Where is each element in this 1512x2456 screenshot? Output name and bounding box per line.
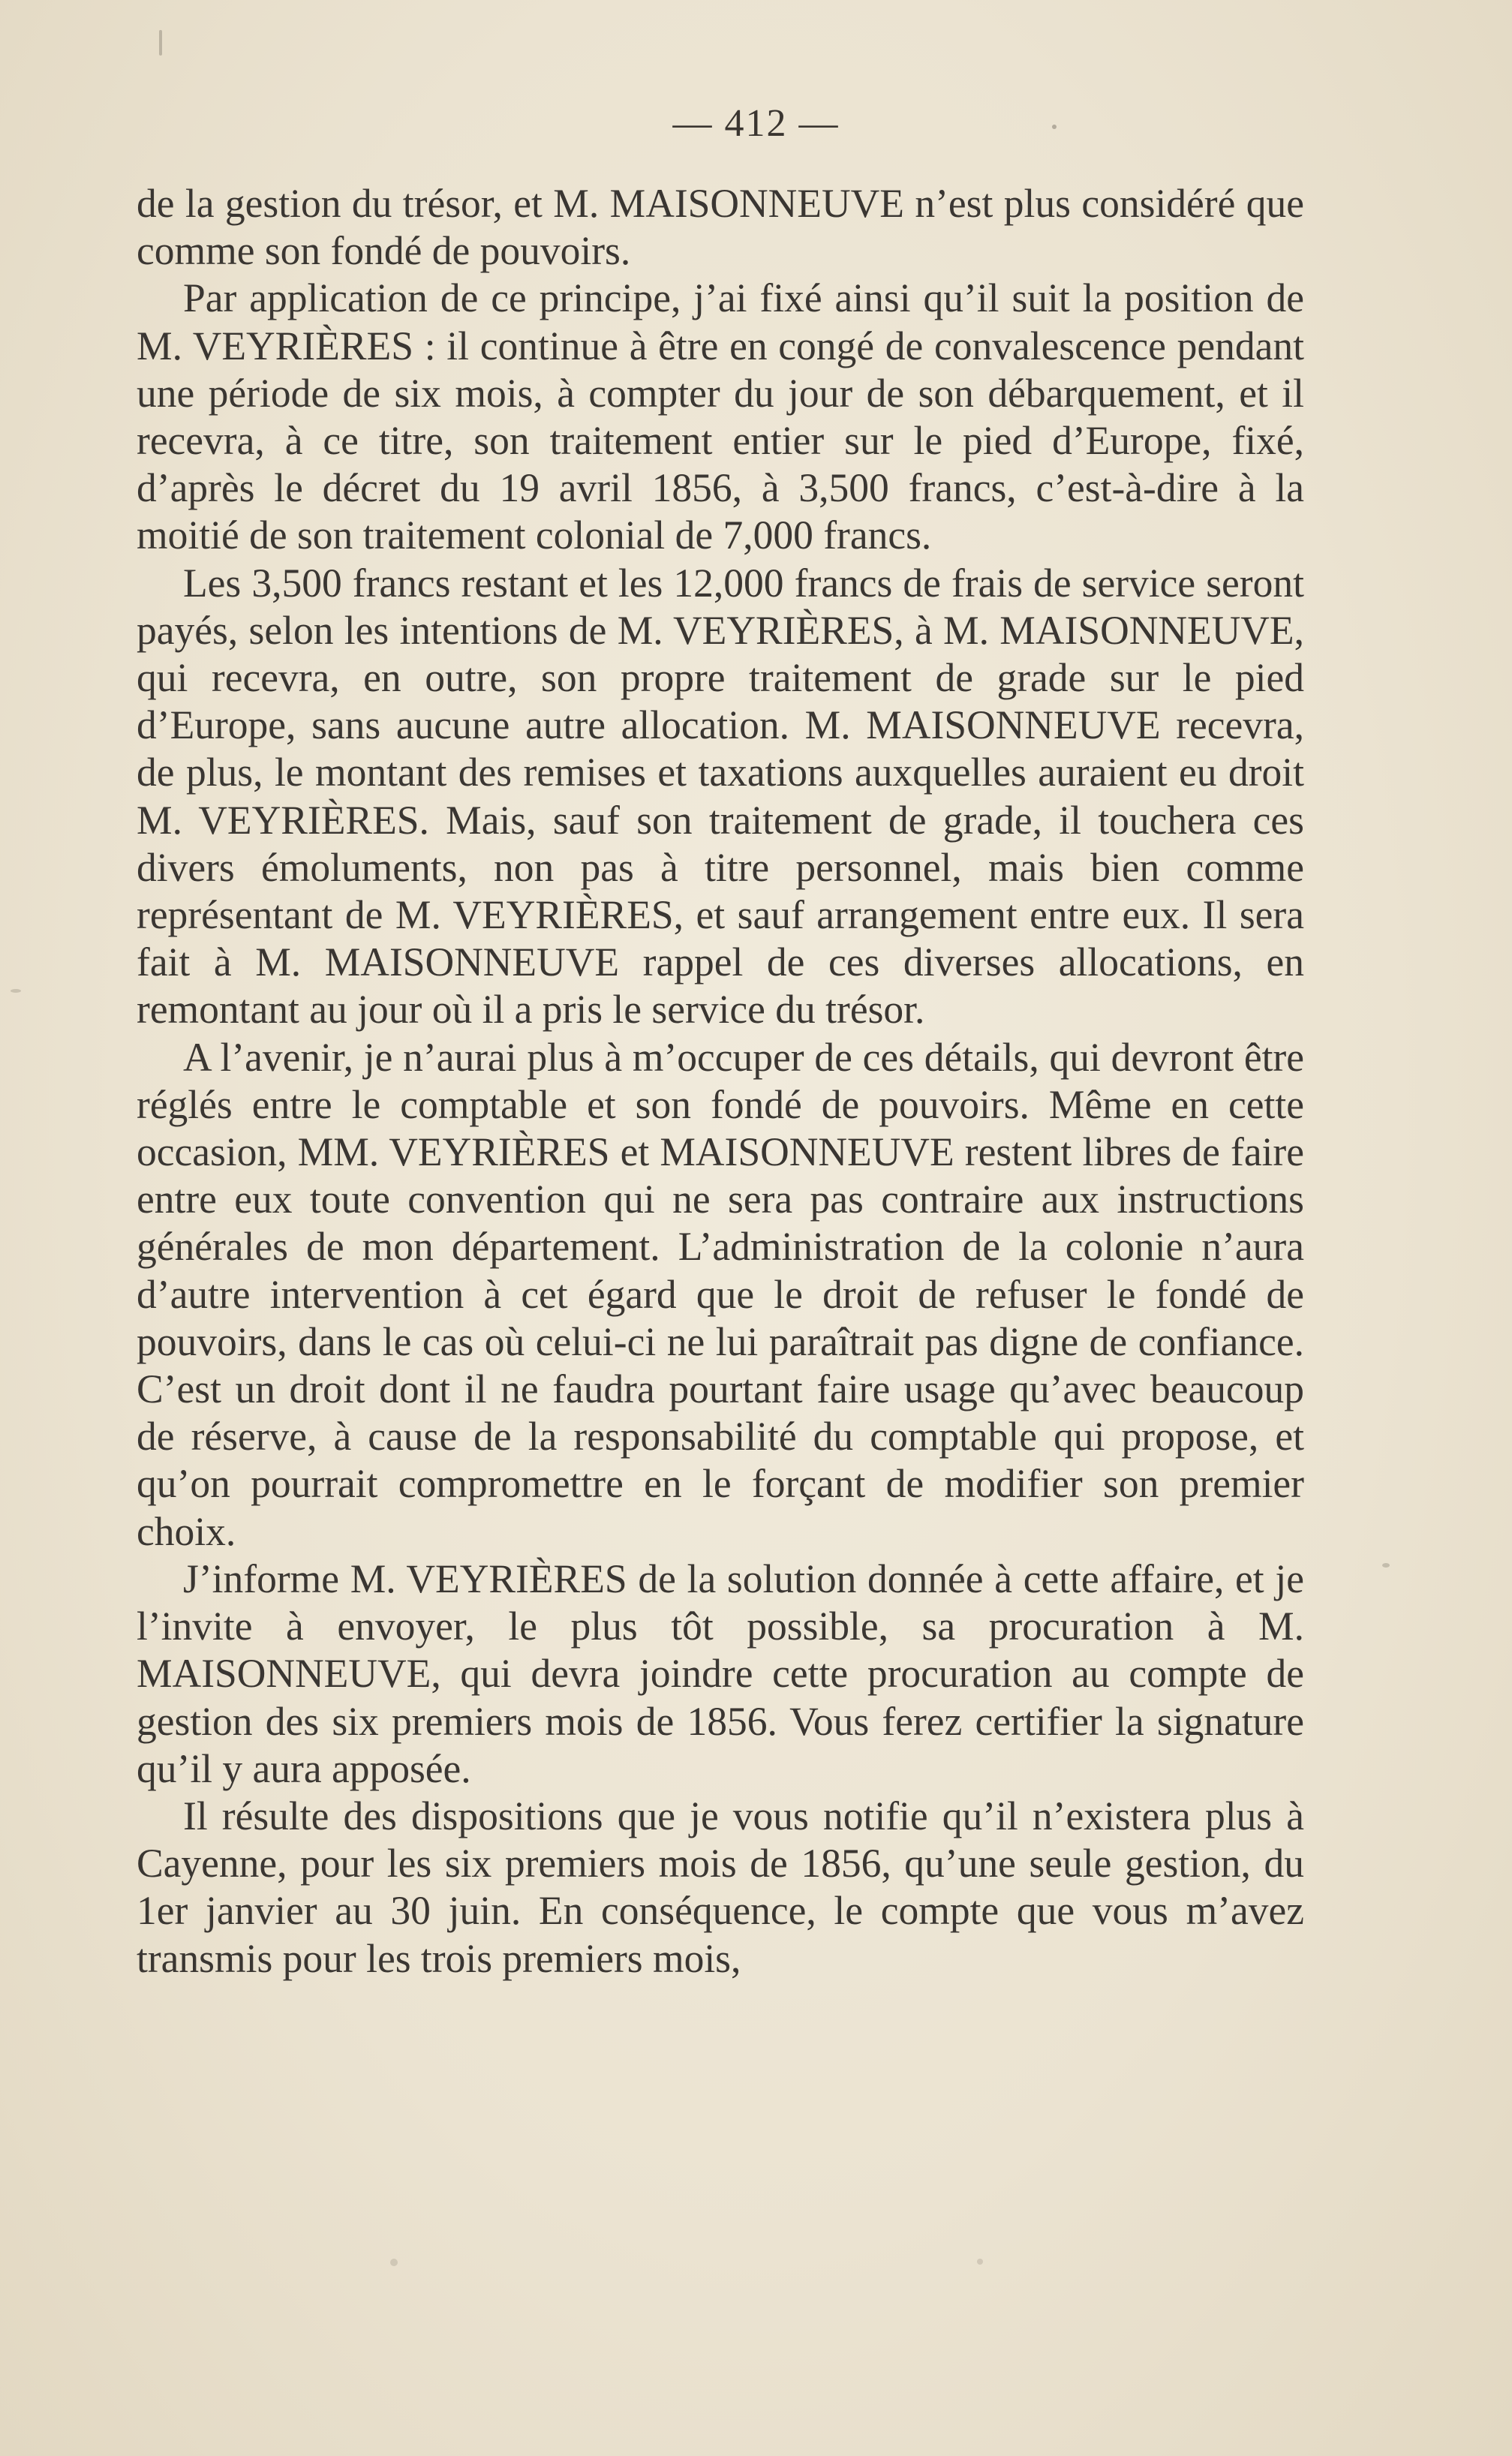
paper-speck: [1382, 1563, 1390, 1568]
paragraph-3: Les 3,500 francs restant et les 12,000 francs de frais de service seront payés, selon les intentions de M. VEYRIÈRES, à M. MAISONNEUVE, qui recevra, en outre, son propre traitement de grade sur le pied d’Europe, sans aucune autre allocation. M. MAISONNEUVE recevra, de plus, le montant des remises et taxations auxquelles auraient eu droit M. VEYRIÈRES. Mais, sauf son traitement de grade, il touchera ces divers émoluments, non pas à titre personnel, mais bien comme représentant de M. VEYRIÈRES, et sauf arrangement entre eux. Il sera fait à M. MAISONNEUVE rappel de ces diverses allocations, en remontant au jour où il a pris le service du trésor.: [137, 560, 1304, 1033]
paper-speck: [977, 2259, 983, 2265]
paragraph-5: J’informe M. VEYRIÈRES de la solution donnée à cette affaire, et je l’invite à envoyer, le plus tôt possible, sa procuration à M. MAISONNEUVE, qui devra joindre cette procuration au compte de gestion des six premiers mois de 1856. Vous ferez certifier la signature qu’il y aura apposée.: [137, 1556, 1304, 1791]
paper-speck: [159, 30, 162, 56]
paper-speck: [390, 2259, 398, 2266]
paragraph-4: A l’avenir, je n’aurai plus à m’occuper de ces détails, qui devront être réglés entre le comptable et son fondé de pouvoirs. Même en cette occasion, MM. VEYRIÈRES et MAISONNEUVE restent libres de faire entre eux toute convention qui ne sera pas contraire aux instructions générales de mon département. L’administration de la colonie n’aura d’autre intervention à cet égard que le droit de refuser le fondé de pouvoirs, dans le cas où celui-ci ne lui paraîtrait pas digne de confiance. C’est un droit dont il ne faudra pourtant faire usage qu’avec beaucoup de réserve, à cause de la responsabilité du comptable qui propose, et qu’on pourrait compromettre en le forçant de modifier son premier choix.: [137, 1034, 1304, 1554]
page-number: — 412 —: [672, 102, 840, 145]
paragraph-6: Il résulte des dispositions que je vous notifie qu’il n’existera plus à Cayenne, pour les six premiers mois de 1856, qu’une seule gestion, du 1er janvier au 30 juin. En conséquence, le compte que vous m’avez transmis pour les trois premiers mois,: [137, 1793, 1304, 1981]
paper-speck: [11, 989, 21, 993]
body-text: [137, 180, 1304, 1983]
paragraph-2: Par application de ce principe, j’ai fixé ainsi qu’il suit la position de M. VEYRIÈRES : il continue à être en congé de convalescence pendant une période de six mois, à compter du jour de son débarquement, et il recevra, à ce titre, son traitement entier sur le pied d’Europe, fixé, d’après le décret du 19 avril 1856, à 3,500 francs, c’est-à-dire à la moitié de son traitement colonial de 7,000 francs.: [137, 275, 1304, 558]
paragraph-1: de la gestion du trésor, et M. MAISONNEUVE n’est plus considéré que comme son fondé de pouvoirs.: [137, 181, 1304, 274]
